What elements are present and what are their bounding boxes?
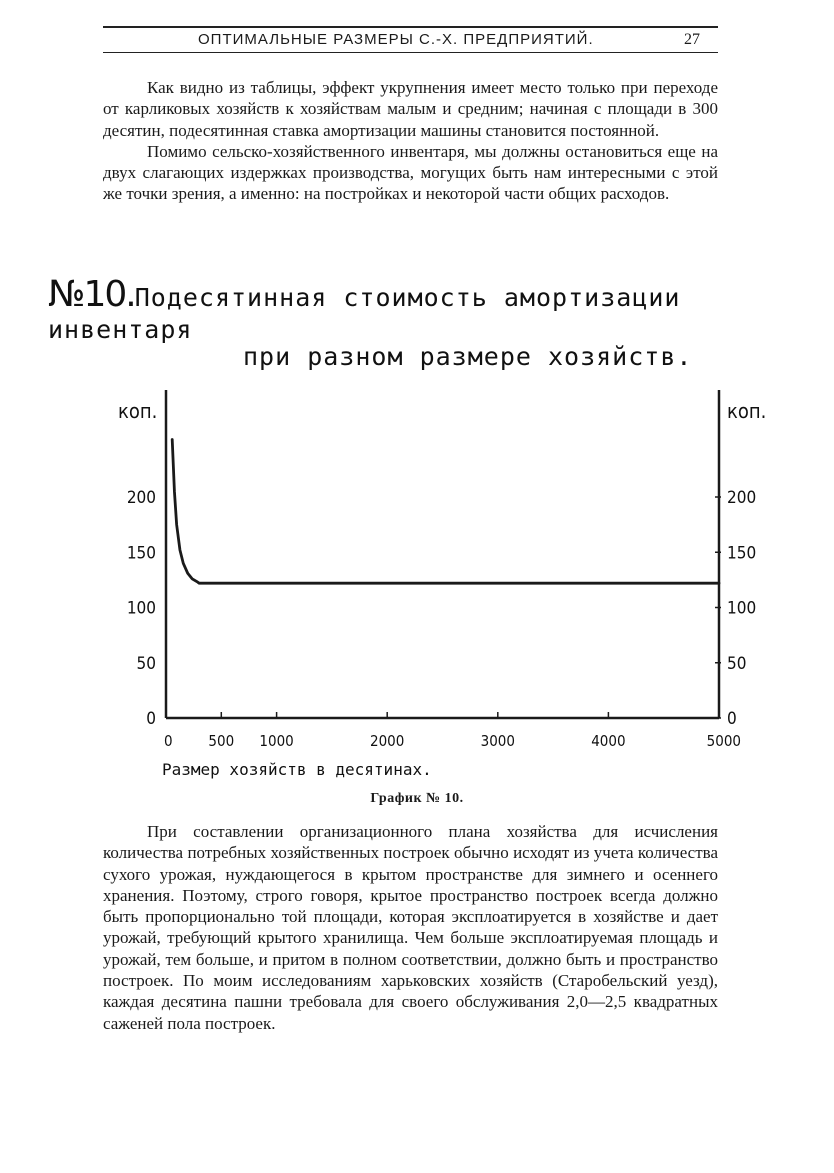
y-tick-label-right: 200	[727, 488, 757, 508]
y-tick-label-right: 100	[727, 598, 757, 619]
figure-number: №10.	[48, 274, 135, 315]
x-tick-label: 3000	[480, 732, 515, 750]
body-text	[103, 821, 718, 1034]
y-tick-label-right: 150	[727, 543, 757, 564]
x-tick-label: 0	[164, 732, 173, 750]
y-tick-label-left: 0	[146, 709, 156, 729]
y-tick-label-right: 0	[727, 709, 737, 729]
x-tick-label: 5000	[706, 732, 741, 750]
body-paragraph: При составлении организационного плана хозяйства для исчисления количества потребных хозяйственных построек обычно исходят из учета количества сухого урожая, нуждающегося в крытом пространстве для зимнего и осеннего хранения. Поэтому, строго говоря, крытое пространство построек всегда должно быть пропорционально той площади, которая эксплоатируется в хозяйстве и дает урожай, требующий крытого хранилища. Чем больше эксплоатируемая площадь и урожай, тем больше, и притом в полном соответствии, должно быть и пространство построек. По моим исследованиям харьковских хозяйств (Старобельский уезд), каждая десятина пашни требовала для своего обслуживания 2,0—2,5 квадратных саженей пола построек.	[103, 822, 718, 1033]
figure-title-line-1: Подесятинная стоимость амортизации инвентаря	[48, 283, 681, 344]
series-line-amortization	[172, 440, 719, 584]
y-axis-unit-right: коп.	[727, 399, 767, 423]
y-axis-unit-left: коп.	[118, 399, 158, 423]
chart-ticks	[118, 399, 766, 750]
x-axis-label: Размер хозяйств в десятинах.	[162, 760, 432, 779]
figure-title-line-2: при разном размере хозяйств.	[243, 342, 693, 371]
chart-axes	[166, 390, 719, 718]
y-tick-label-left: 200	[126, 488, 156, 508]
intro-paragraph-2: Помимо сельско-хозяйственного инвентаря, мы должны остановиться еще на двух слагающих издержках производства, могущих быть нам интересными с этой же точки зрения, а именно: на постройках и некоторой части общих расходов.	[103, 141, 718, 204]
x-tick-label: 500	[208, 732, 235, 750]
y-tick-label-left: 150	[126, 543, 156, 564]
figure-caption: График № 10.	[370, 791, 464, 806]
page-number: 27	[684, 31, 700, 48]
y-tick-label-left: 50	[136, 653, 156, 674]
running-header-title: ОПТИМАЛЬНЫЕ РАЗМЕРЫ С.-Х. ПРЕДПРИЯТИЙ.	[198, 31, 594, 48]
y-tick-label-left: 100	[126, 598, 156, 619]
chart-series	[172, 440, 719, 584]
y-tick-label-right: 50	[727, 653, 747, 674]
x-tick-label: 4000	[591, 732, 626, 750]
intro-paragraph-1: Как видно из таблицы, эффект укрупнения имеет место только при переходе от карликовых хозяйств к хозяйствам малым и средним; начиная с площади в 300 десятин, подесятинная ставка амортизации машины становится постоянной.	[103, 78, 718, 140]
x-tick-label: 2000	[370, 732, 405, 750]
x-tick-label: 1000	[259, 732, 294, 750]
